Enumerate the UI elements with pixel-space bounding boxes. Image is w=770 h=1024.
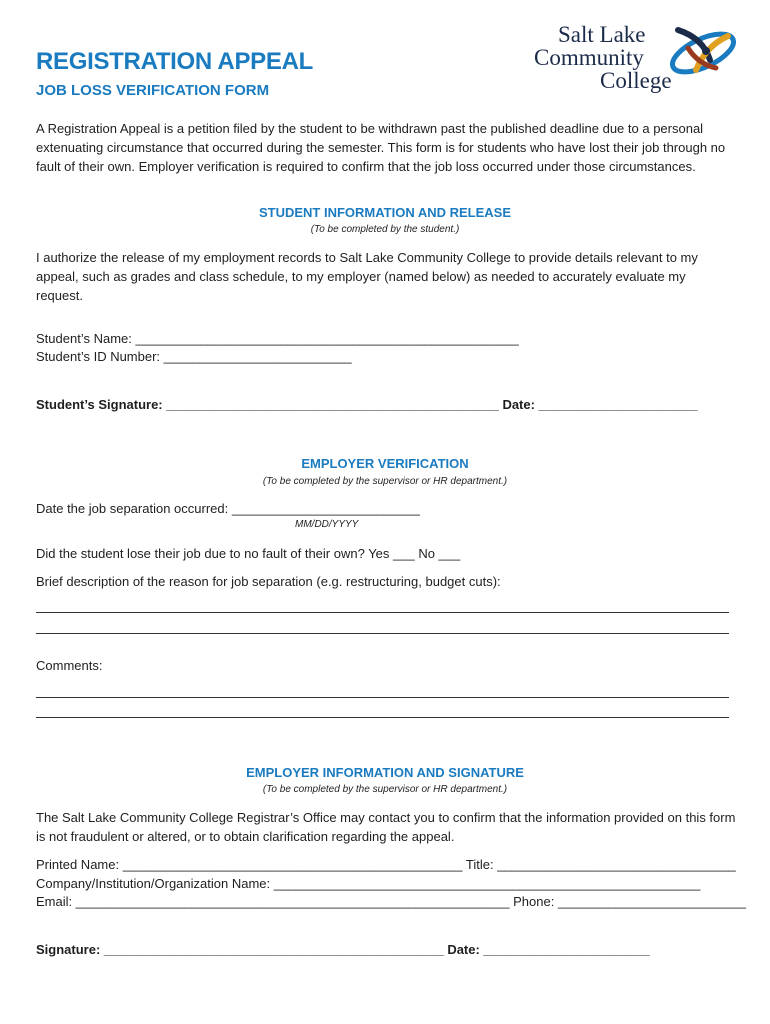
employer-section-note: (To be completed by the supervisor or HR department.) [262, 476, 508, 487]
form-title: REGISTRATION APPEAL [36, 48, 313, 75]
logo-line-3: College [600, 68, 672, 93]
reason-label: Brief description of the reason for job separation (e.g. restructuring, budget cuts): [36, 574, 501, 589]
intro-paragraph: A Registration Appeal is a petition filed by the student to be withdrawn past the published deadline due to a personal extenuating circumstance that occurred during the semester. This form is for students who have lost their job through no fault of their own. Employer verification is required to confirm that the job loss occurred under those circumstances. [36, 121, 726, 174]
contact-paragraph: The Salt Lake Community College Registrar’s Office may contact you to confirm that the information provided on this form is not fraudulent or altered, or to obtain clarification regarding the appeal. [36, 810, 736, 844]
reason-line-2[interactable] [36, 633, 729, 634]
employer-section-heading: EMPLOYER VERIFICATION [301, 456, 469, 471]
comments-line-2[interactable] [36, 717, 729, 718]
student-signature-field[interactable]: Student’s Signature: ______________________________________________ Date: ______________________ [36, 397, 698, 412]
employer-info-note: (To be completed by the supervisor or HR department.) [262, 784, 508, 795]
company-name-field[interactable]: Company/Institution/Organization Name: ___________________________________________________________ [36, 876, 701, 891]
college-logo [532, 18, 742, 104]
reason-line-1[interactable] [36, 612, 729, 613]
separation-date-field[interactable]: Date the job separation occurred: __________________________ [36, 501, 420, 516]
student-section-heading: STUDENT INFORMATION AND RELEASE [258, 205, 512, 220]
logo-emblem-icon [666, 18, 740, 88]
fault-question-field[interactable]: Did the student lose their job due to no fault of their own? Yes ___ No ___ [36, 546, 461, 561]
logo-line-1: Salt Lake [558, 22, 646, 47]
release-paragraph: I authorize the release of my employment records to Salt Lake Community College to provide details relevant to my appeal, such as grades and class schedule, to my employer (named below) as needed to accurately evaluate my request. [36, 250, 698, 303]
comments-line-1[interactable] [36, 697, 729, 698]
employer-info-heading: EMPLOYER INFORMATION AND SIGNATURE [246, 765, 524, 780]
form-subtitle: JOB LOSS VERIFICATION FORM [36, 82, 270, 99]
student-id-field[interactable]: Student’s ID Number: __________________________ [36, 349, 352, 364]
date-format-hint: MM/DD/YYYY [295, 519, 359, 530]
printed-name-field[interactable]: Printed Name: _______________________________________________ Title: _________________________________ [36, 857, 736, 872]
employer-signature-field[interactable]: Signature: _______________________________________________ Date: _______________________ [36, 942, 650, 957]
email-phone-field[interactable]: Email: ____________________________________________________________ Phone: __________________________ [36, 894, 746, 909]
comments-label: Comments: [36, 658, 103, 673]
student-name-field[interactable]: Student’s Name: _____________________________________________________ [36, 331, 519, 346]
logo-line-2: Community [534, 45, 644, 70]
student-section-note: (To be completed by the student.) [310, 224, 460, 235]
